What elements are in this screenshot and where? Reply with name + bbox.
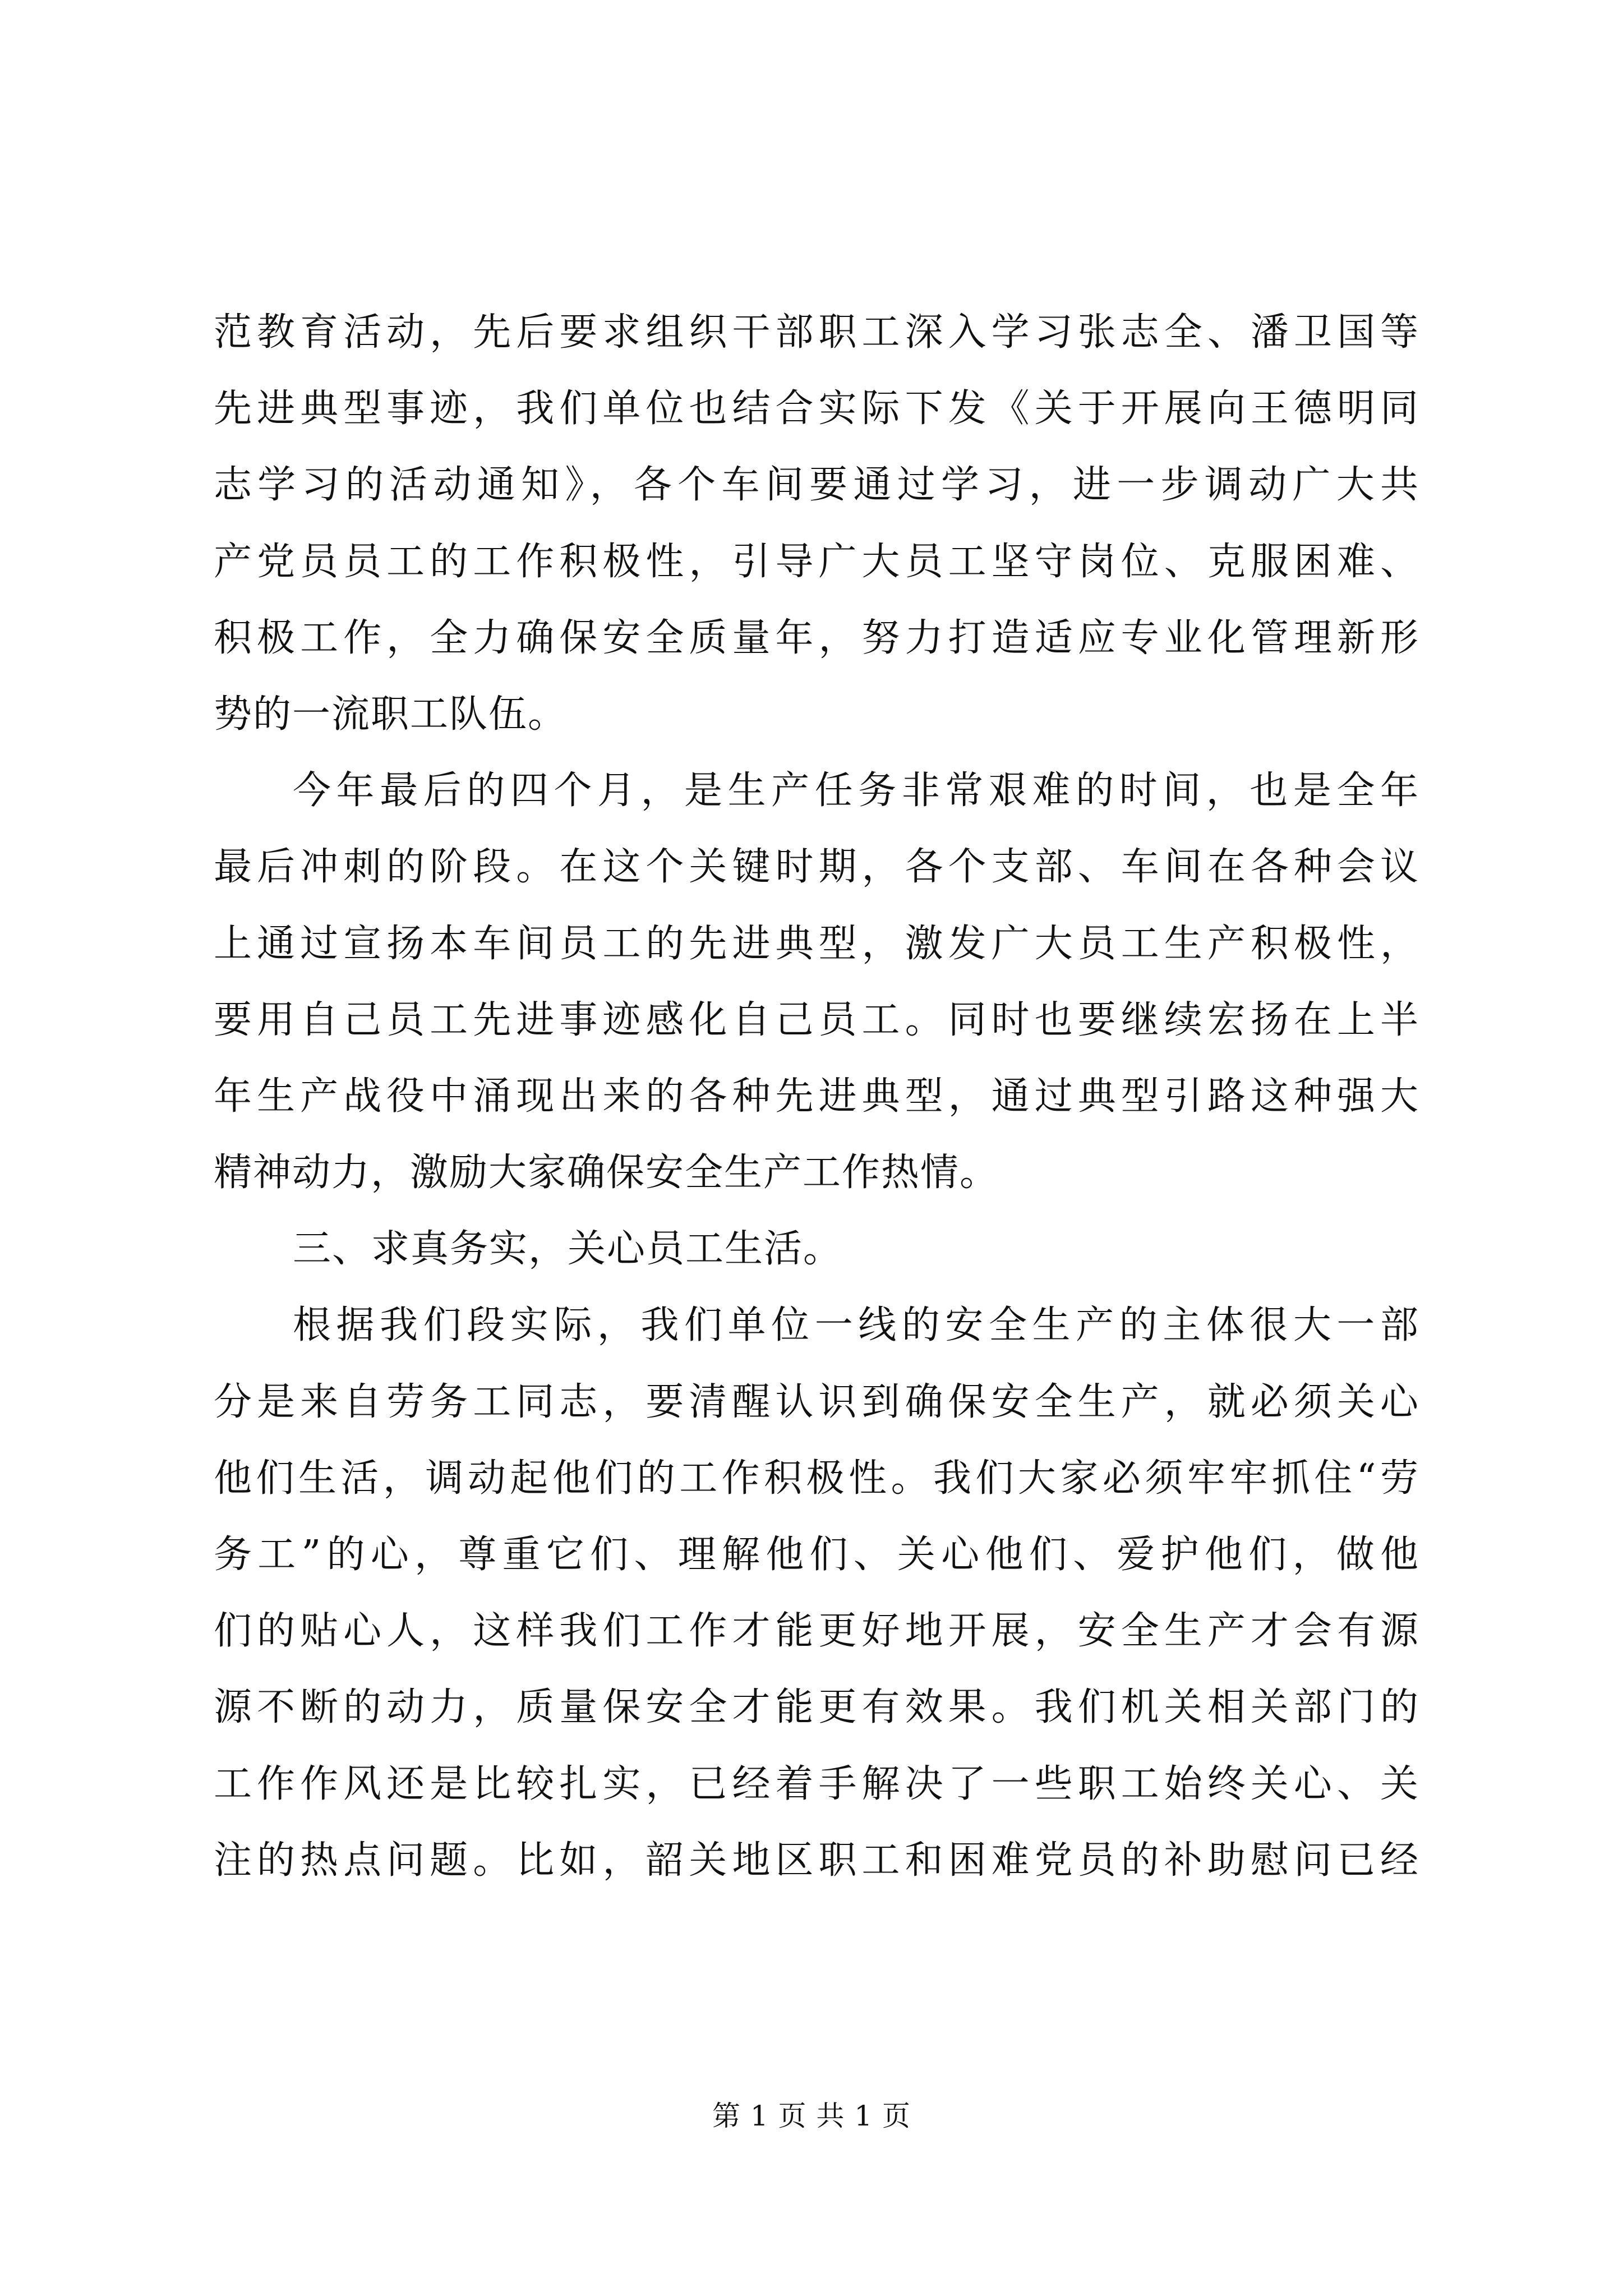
paragraph-first-line: 根据我们段实际，我们单位一线的安全生产的主体很大一部 bbox=[293, 1303, 1419, 1348]
document-body bbox=[214, 295, 1419, 1899]
text-line: 上通过宣扬本车间员工的先进典型，激发广大员工生产积极性， bbox=[214, 921, 1419, 966]
page-number-footer: 第 1 页 共 1 页 bbox=[712, 2100, 911, 2132]
paragraph-first-line: 今年最后的四个月，是生产任务非常艰难的时间，也是全年 bbox=[293, 769, 1419, 813]
text-line: 势的一流职工队伍。 bbox=[214, 692, 568, 737]
text-line: 注的热点问题。比如，韶关地区职工和困难党员的补助慰问已经 bbox=[214, 1838, 1419, 1883]
text-line: 范教育活动，先后要求组织干部职工深入学习张志全、潘卫国等 bbox=[214, 310, 1419, 355]
text-line: 要用自己员工先进事迹感化自己员工。同时也要继续宏扬在上半 bbox=[214, 997, 1419, 1042]
text-line: 他们生活，调动起他们的工作积极性。我们大家必须牢牢抓住“劳 bbox=[214, 1456, 1419, 1501]
text-line: 积极工作，全力确保安全质量年，努力打造适应专业化管理新形 bbox=[214, 615, 1419, 660]
section-heading: 三、求真务实，关心员工生活。 bbox=[293, 1227, 843, 1272]
text-line: 分是来自劳务工同志，要清醒认识到确保安全生产，就必须关心 bbox=[214, 1379, 1419, 1424]
text-line: 们的贴心人，这样我们工作才能更好地开展，安全生产才会有源 bbox=[214, 1609, 1419, 1654]
text-line: 最后冲刺的阶段。在这个关键时期，各个支部、车间在各种会议 bbox=[214, 845, 1419, 890]
text-line: 精神动力，激励大家确保安全生产工作热情。 bbox=[214, 1151, 999, 1195]
text-line: 产党员员工的工作积极性，引导广大员工坚守岗位、克服困难、 bbox=[214, 539, 1419, 584]
text-line: 年生产战役中涌现出来的各种先进典型，通过典型引路这种强大 bbox=[214, 1074, 1419, 1119]
text-line: 务工”的心，尊重它们、理解他们、关心他们、爱护他们，做他 bbox=[214, 1533, 1419, 1577]
text-line: 志学习的活动通知》，各个车间要通过学习，进一步调动广大共 bbox=[214, 463, 1419, 508]
text-line: 工作作风还是比较扎实，已经着手解决了一些职工始终关心、关 bbox=[214, 1761, 1419, 1806]
text-line: 源不断的动力，质量保安全才能更有效果。我们机关相关部门的 bbox=[214, 1685, 1419, 1730]
text-line: 先进典型事迹，我们单位也结合实际下发《关于开展向王德明同 bbox=[214, 386, 1419, 431]
